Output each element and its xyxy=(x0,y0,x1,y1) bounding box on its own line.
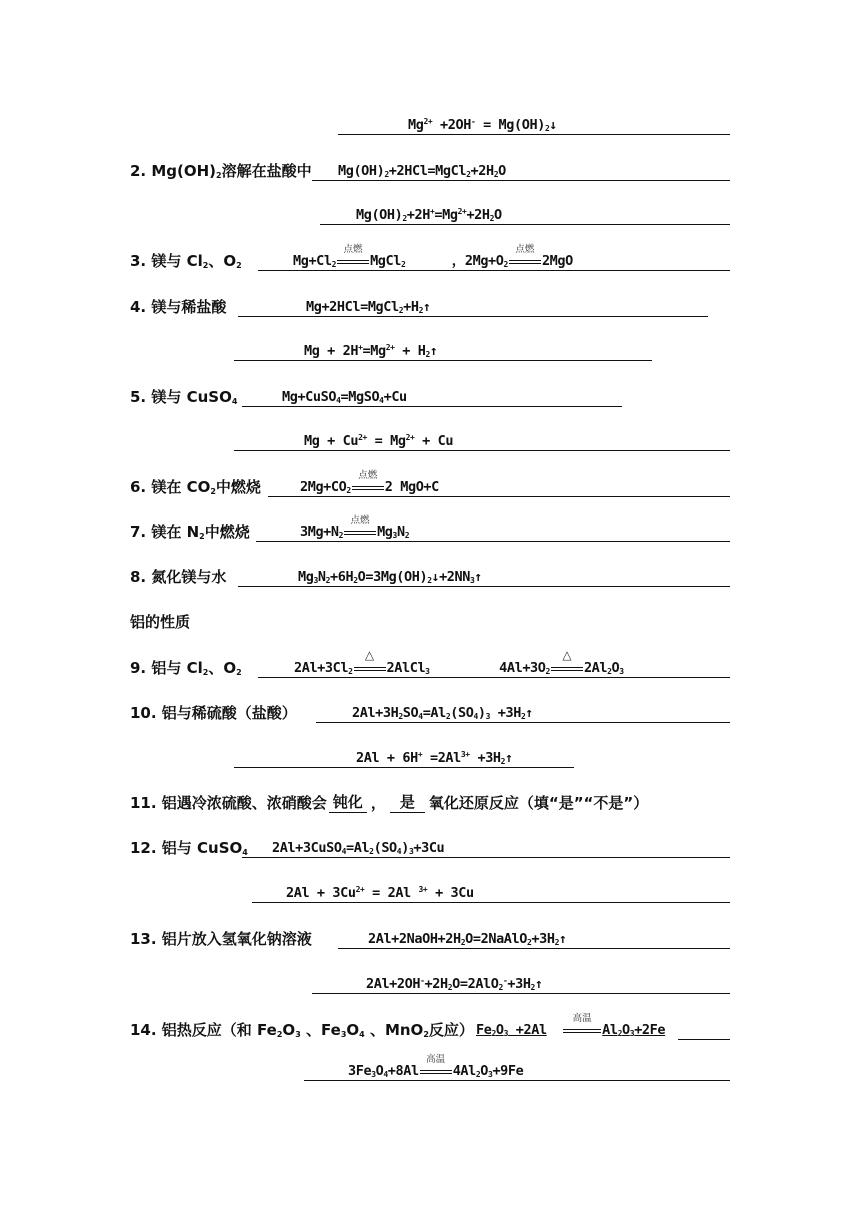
equation-1: $Mg^{2+} +2OH^-$ = $Mg(OH)_2↓$ xyxy=(408,117,557,133)
question-11: 11. 铝遇冷浓硫酸、浓硝酸会 钝化 ， 是 氧化还原反应（填“是”“不是”） xyxy=(130,793,649,812)
equation-6: $2Mg+CO_2$ 点燃 2 MgO+C xyxy=(300,470,439,495)
question-2: 2. $Mg(OH)_2$溶解在盐酸中 xyxy=(130,162,312,180)
blank-2: 是 xyxy=(390,793,425,813)
blank-1: 钝化 xyxy=(329,793,367,813)
question-13: 13. 铝片放入氢氧化钠溶液 xyxy=(130,930,312,948)
equation-3: $Mg+Cl_2$ 点燃 MgCl$_2$ ，$2Mg+O_2$ 点燃 2MgO xyxy=(293,244,573,269)
question-12: 12. 铝与 CuSO$_4$ xyxy=(130,839,248,857)
equation-4a: $Mg+2HCl=MgCl_2+H_2↑$ xyxy=(306,299,431,315)
equation-10a: $2Al+3H_2SO_4=Al_2(SO_4)_3$ $+3H_2↑$ xyxy=(352,705,533,721)
question-5: 5. 镁与 CuSO$_4$ xyxy=(130,388,238,406)
equation-2b: $Mg(OH)_2+2H^+=Mg^{2+}+2H_2O$ xyxy=(356,207,502,223)
equation-2a: $Mg(OH)_2+2HCl=MgCl_2+2H_2O$ xyxy=(338,163,506,179)
equation-13b: $2Al+2OH^-+2H_2O=2AlO_2^-+3H_2↑$ xyxy=(366,976,543,992)
equation-8: $Mg_3N_2+6H_2O=3Mg(OH)_2↓+2NN_3↑$ xyxy=(298,569,482,585)
condition-high-temp: 高温 xyxy=(419,1063,453,1079)
equation-5b: $Mg + Cu^{2+} = Mg^{2+} + Cu$ xyxy=(304,433,454,449)
answer-line-4b xyxy=(234,337,652,361)
equation-9: $2Al+3Cl_2$ △ 2AlCl$_3$ $4Al+3O_2$ △ $2Al_2O_3$ xyxy=(294,648,624,676)
question-14: 14. 铝热反应（和 $Fe_2O_3$ 、$Fe_3O_4$ 、MnO$_2$反应） xyxy=(130,1021,474,1039)
condition-ignite: 点燃 xyxy=(508,253,542,269)
equation-14a: $Fe_2O_3 +2Al$ 高温 $Al_2O_3+2Fe$ xyxy=(476,1013,666,1038)
condition-high-temp: 高温 xyxy=(562,1022,602,1038)
equation-13a: $2Al+2NaOH+2H_2O=2NaAlO_2+3H_2↑$ xyxy=(368,931,567,947)
equation-12a: $2Al+3CuSO_4=Al_2(SO_4)_3+3Cu$ xyxy=(272,840,445,856)
question-6: 6. 镁在 $CO_2$中燃烧 xyxy=(130,478,261,496)
question-8: 8. 氮化镁与水 xyxy=(130,568,227,586)
question-4: 4. 镁与稀盐酸 xyxy=(130,298,227,316)
equation-14b: $3Fe_3O_4+8Al$ 高温 $4Al_2O_3+9Fe$ xyxy=(348,1054,524,1079)
equation-5a: Mg+CuSO$_4$=MgSO$_4$+Cu xyxy=(282,389,407,405)
question-9: 9. 铝与 $Cl_2$、$O_2$ xyxy=(130,659,242,677)
condition-ignite: 点燃 xyxy=(351,479,385,495)
question-3: 3. 镁与 $Cl_2$、$O_2$ xyxy=(130,252,242,270)
question-10: 10. 铝与稀硫酸（盐酸） xyxy=(130,704,297,722)
condition-heat: △ xyxy=(353,660,387,676)
equation-12b: $2Al + 3Cu^{2+} = 2Al$ $^{3+}$ + 3Cu xyxy=(286,885,474,901)
condition-ignite: 点燃 xyxy=(336,253,370,269)
equation-7: $3Mg+N_2$ 点燃 $Mg_3N_2$ xyxy=(300,515,410,540)
condition-ignite: 点燃 xyxy=(343,524,377,540)
condition-heat: △ xyxy=(550,660,584,676)
section-heading-aluminum: 铝的性质 xyxy=(130,613,191,631)
equation-10b: $2Al + 6H^+ =2Al^{3+}$ $+3H_2↑$ xyxy=(356,750,513,766)
equation-4b: $Mg + 2H^+=Mg^{2+}$ + $H_2↑$ xyxy=(304,343,438,359)
answer-line-14a xyxy=(678,1016,730,1040)
question-7: 7. 镁在 $N_2$中燃烧 xyxy=(130,523,250,541)
